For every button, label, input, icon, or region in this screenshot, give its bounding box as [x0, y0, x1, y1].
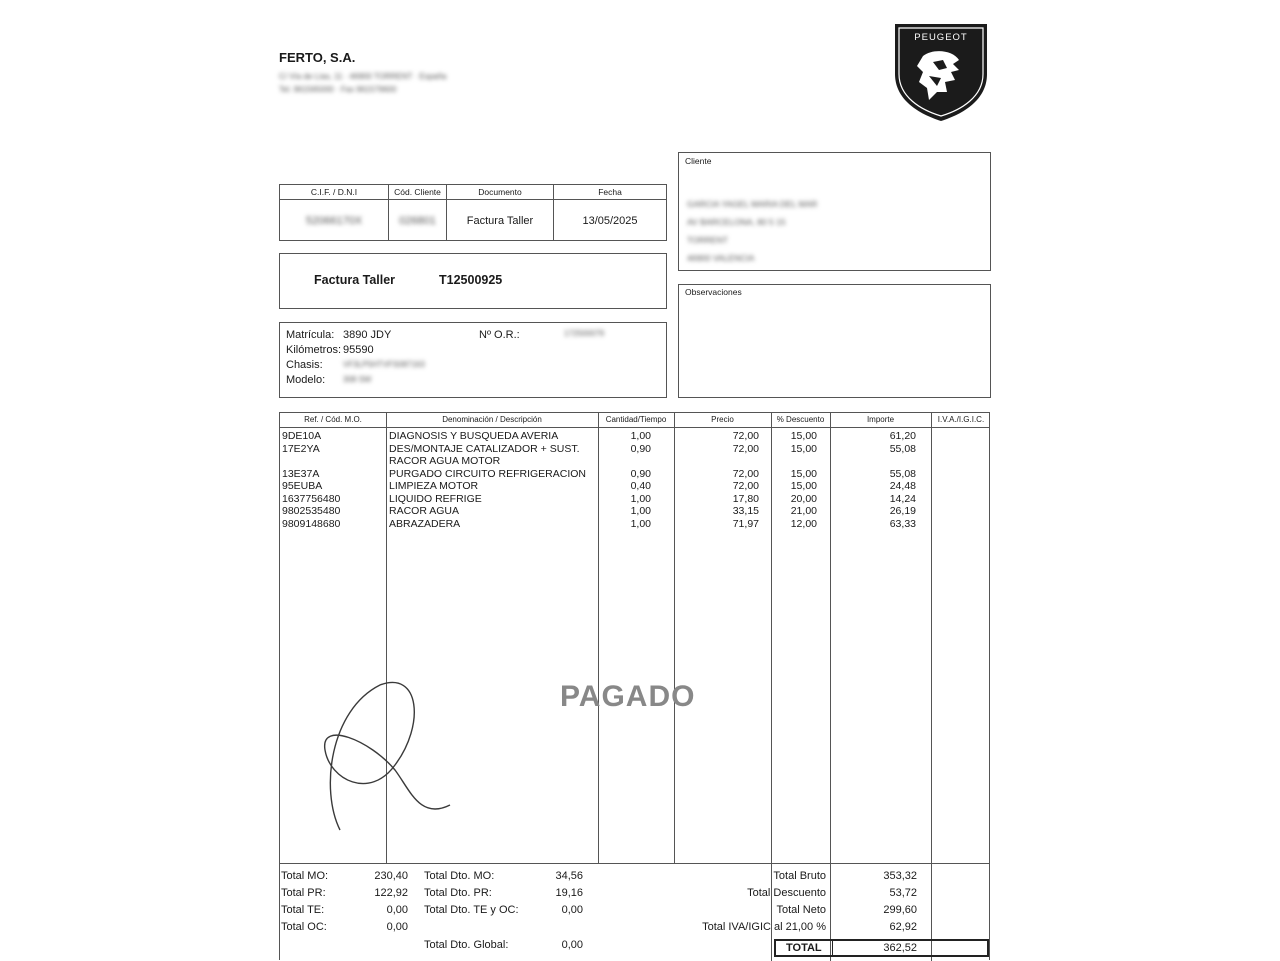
col-header-qty: Cantidad/Tiempo [605, 415, 667, 424]
col-header-vat: I.V.A./I.G.I.C. [937, 415, 985, 424]
total-descuento-label: Total Descuento [747, 887, 826, 899]
row-5-ref: 1637756480 [282, 492, 341, 505]
row-1-price: 72,00 [732, 442, 759, 455]
row-0-qty: 1,00 [630, 430, 651, 442]
total-descuento-value: 53,72 [889, 887, 917, 899]
row-3-desc: PURGADO CIRCUITO REFRIGERACION [389, 467, 586, 480]
peugeot-logo [893, 22, 989, 122]
client-name: GARCIA YAGEL MARIA DEL MAR [687, 199, 818, 209]
grand-total-label: TOTAL [786, 942, 822, 954]
logo-text: PEUGEOT [914, 32, 968, 43]
row-6-discount: 21,00 [790, 505, 817, 517]
total-dto-mo-label: Total Dto. MO: [424, 870, 495, 882]
row-4-desc: LIMPIEZA MOTOR [389, 480, 479, 492]
invoice-title-box [279, 253, 667, 309]
col-header-amount: Importe [866, 415, 895, 424]
total-mo-value: 230,40 [374, 870, 408, 882]
col-header-ref: Ref. / Cód. M.O. [304, 415, 362, 424]
client-label: Cliente [685, 156, 712, 166]
col-header-price: Precio [711, 415, 734, 424]
client-province: 46900 VALENCIA [687, 253, 755, 263]
col-header-discount: % Descuento [776, 415, 825, 424]
invoice-label: Factura Taller [314, 273, 396, 287]
observations-label: Observaciones [685, 287, 742, 297]
total-oc-label: Total OC: [281, 921, 327, 933]
row-3-discount: 15,00 [790, 467, 817, 480]
header-info-table [279, 184, 667, 241]
total-dto-pr-value: 19,16 [555, 887, 583, 899]
matricula-label: Matrícula: [286, 329, 335, 341]
invoice-number: T12500925 [439, 273, 503, 287]
row-7-desc: ABRAZADERA [389, 517, 461, 530]
total-dto-pr-label: Total Dto. PR: [424, 887, 492, 899]
row-3-ref: 13E37A [282, 467, 320, 480]
row-4-ref: 95EUBA [282, 480, 323, 492]
document-column [447, 185, 554, 240]
modelo-value: 308 SW [343, 375, 372, 384]
km-label: Kilómetros: [286, 344, 342, 356]
row-0-amount: 61,20 [889, 430, 916, 442]
document-header: Documento [447, 185, 553, 200]
row-5-price: 17,80 [732, 492, 759, 505]
total-dto-global-label: Total Dto. Global: [424, 939, 509, 951]
total-te-label: Total TE: [281, 904, 325, 916]
client-city: TORRENT [687, 235, 728, 245]
row-4-amount: 24,48 [889, 480, 916, 492]
total-iva-value: 62,92 [889, 921, 917, 933]
row-6-price: 33,15 [732, 505, 759, 517]
row-7-price: 71,97 [732, 517, 759, 530]
company-name: FERTO, S.A. [279, 50, 356, 65]
chasis-label: Chasis: [286, 359, 323, 371]
row-0-price: 72,00 [732, 430, 759, 442]
total-te-value: 0,00 [386, 904, 408, 916]
date-column [554, 185, 666, 240]
grand-total-value: 362,52 [883, 942, 917, 954]
total-mo-label: Total MO: [281, 870, 329, 882]
row-6-desc: RACOR AGUA [389, 505, 460, 517]
total-neto-label: Total Neto [776, 904, 826, 916]
row-0-desc: DIAGNOSIS Y BUSQUEDA AVERIA [389, 430, 559, 442]
row-3-qty: 0,90 [630, 467, 651, 480]
company-address-line1: C/ Vía de Lías, 11 · 46900 TORRENT · España [279, 72, 447, 81]
row-4-price: 72,00 [732, 480, 759, 492]
total-neto-value: 299,60 [883, 904, 917, 916]
row-6-ref: 9802535480 [282, 505, 341, 517]
total-bruto-label: Total Bruto [773, 870, 826, 882]
date-value: 13/05/2025 [582, 215, 638, 227]
client-box [678, 152, 991, 271]
company-address-line2: Tel. 961565000 · Fax 961579600 [279, 85, 397, 94]
total-dto-mo-value: 34,56 [555, 870, 583, 882]
total-iva-label: Total IVA/IGIC al 21,00 % [702, 921, 826, 933]
modelo-label: Modelo: [286, 374, 326, 386]
total-oc-value: 0,00 [386, 921, 408, 933]
row-1-amount: 55,08 [889, 442, 916, 455]
row-5-amount: 14,24 [889, 492, 916, 505]
total-pr-label: Total PR: [281, 887, 326, 899]
row-7-discount: 12,00 [790, 517, 817, 530]
document-value: Factura Taller [466, 215, 534, 227]
row-5-discount: 20,00 [790, 492, 817, 505]
client-address [687, 195, 817, 267]
paid-stamp: PAGADO [560, 680, 696, 713]
row-2-desc: RACOR AGUA MOTOR [389, 455, 501, 467]
row-7-amount: 63,33 [889, 517, 916, 530]
client-code-header: Cód. Cliente [389, 185, 446, 200]
row-6-amount: 26,19 [889, 505, 916, 517]
or-value: 172500079 [564, 329, 605, 338]
date-header: Fecha [554, 185, 666, 200]
client-code-value: 026801 [399, 215, 436, 227]
total-pr-value: 122,92 [374, 887, 408, 899]
row-5-qty: 1,00 [630, 492, 651, 505]
row-1-desc: DES/MONTAJE CATALIZADOR + SUST. [389, 442, 580, 455]
row-7-qty: 1,00 [630, 517, 651, 530]
row-1-qty: 0,90 [630, 442, 651, 455]
row-4-qty: 0,40 [630, 480, 651, 492]
vehicle-box [279, 322, 667, 398]
row-6-qty: 1,00 [630, 505, 651, 517]
row-3-price: 72,00 [732, 467, 759, 480]
km-value: 95590 [343, 344, 374, 356]
row-1-discount: 15,00 [790, 442, 817, 455]
signature [300, 670, 480, 840]
observations-box [678, 284, 991, 398]
client-code-column [389, 185, 447, 240]
matricula-value: 3890 JDY [343, 329, 392, 341]
col-header-desc: Denominación / Descripción [442, 415, 542, 424]
row-1-ref: 17E2YA [282, 442, 320, 455]
company-address [279, 70, 447, 96]
grand-total-box [774, 939, 989, 957]
total-dto-teoc-label: Total Dto. TE y OC: [424, 904, 519, 916]
or-label: Nº O.R.: [479, 329, 520, 341]
row-4-discount: 15,00 [790, 480, 817, 492]
cif-column [280, 185, 389, 240]
row-0-discount: 15,00 [790, 430, 817, 442]
row-3-amount: 55,08 [889, 467, 916, 480]
row-0-ref: 9DE10A [282, 430, 322, 442]
total-dto-teoc-value: 0,00 [561, 904, 583, 916]
total-bruto-value: 353,32 [883, 870, 917, 882]
client-street: AV BARCELONA, 80 5 15 [687, 217, 786, 227]
total-dto-global-value: 0,00 [561, 939, 583, 951]
row-7-ref: 9809148680 [282, 517, 341, 530]
cif-value: 52066170X [305, 215, 363, 227]
cif-header: C.I.F. / D.N.I [280, 185, 388, 200]
row-5-desc: LIQUIDO REFRIGE [389, 492, 482, 505]
chasis-value: VF3LP5HTVFS087163 [343, 360, 425, 369]
